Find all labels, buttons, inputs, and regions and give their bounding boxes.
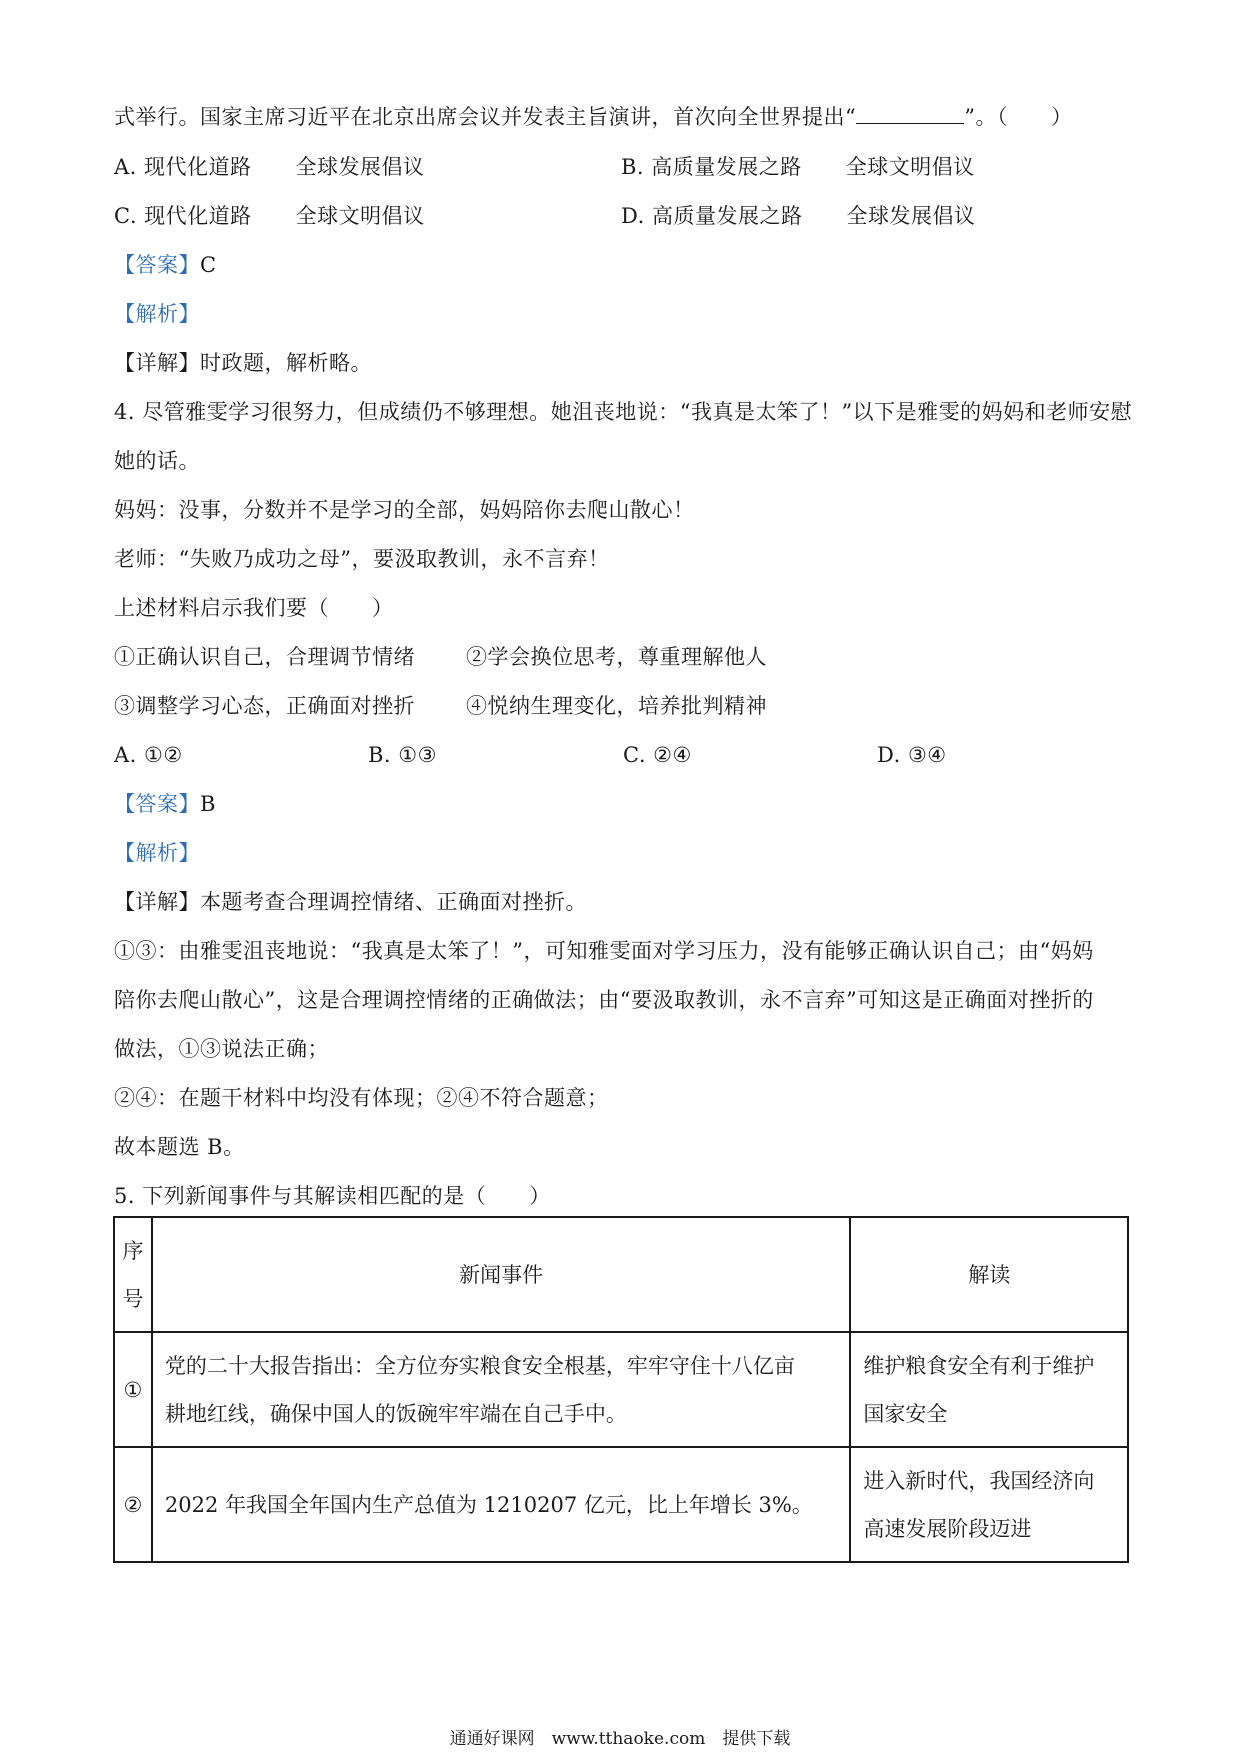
- q3-option-a: A. 现代化道路 全球发展倡议: [114, 155, 425, 179]
- row-reading: 进入新时代，我国经济向 高速发展阶段迈进: [850, 1447, 1128, 1562]
- q3-option-c: C. 现代化道路 全球文明倡议: [114, 204, 425, 228]
- detail-text: 时政题，解析略。: [200, 351, 372, 375]
- q3-stem-tail: ”。（ ）: [964, 105, 1073, 129]
- q4-item-4: ④悦纳生理变化，培养批判精神: [466, 694, 767, 718]
- row-number: ②: [114, 1447, 152, 1562]
- row-number: ①: [114, 1332, 152, 1447]
- q3-detail: [114, 348, 372, 378]
- q4-item-3: ③调整学习心态，正确面对挫折: [114, 694, 415, 718]
- page-footer: 通通好课网 www.tthaoke.com 提供下载: [449, 1729, 791, 1749]
- analysis-tag: 【解析】: [114, 841, 200, 865]
- q3-stem-text: 式举行。国家主席习近平在北京出席会议并发表主旨演讲，首次向全世界提出“: [114, 105, 857, 129]
- q4-detail: [114, 887, 587, 917]
- q4-mom-quote: 妈妈：没事，分数并不是学习的全部，妈妈陪你去爬山散心！: [114, 498, 695, 522]
- row-event: 党的二十大报告指出：全方位夯实粮食安全根基，牢牢守住十八亿亩 耕地红线，确保中国人的饭碗牢牢端在自己手中。: [152, 1332, 851, 1447]
- q4-stem-line-1: 4. 尽管雅雯学习很努力，但成绩仍不够理想。她沮丧地说：“我真是太笨了！”以下是雅雯的妈妈和老师安慰: [114, 400, 1133, 424]
- q3-option-d: D. 高质量发展之路 全球发展倡议: [621, 204, 976, 228]
- q4-option-c: C. ②④: [623, 743, 692, 767]
- q3-answer: [114, 250, 217, 280]
- q4-stem-line-2: 她的话。: [114, 449, 200, 473]
- q4-teacher-quote: 老师：“失败乃成功之母”，要汲取教训，永不言弃！: [114, 547, 610, 571]
- q4-item-2: ②学会换位思考，尊重理解他人: [466, 645, 767, 669]
- q3-stem: [114, 102, 1072, 132]
- q5-stem: 5. 下列新闻事件与其解读相匹配的是（ ）: [114, 1184, 551, 1208]
- answer-tag: 【答案】: [114, 253, 200, 277]
- detail-tag: 【详解】: [114, 890, 200, 914]
- q4-prompt: 上述材料启示我们要（ ）: [114, 596, 394, 620]
- table-header-row: [114, 1217, 1128, 1332]
- q4-option-a: A. ①②: [114, 743, 183, 767]
- answer-tag: 【答案】: [114, 792, 200, 816]
- detail-text: 本题考查合理调控情绪、正确面对挫折。: [200, 890, 587, 914]
- analysis-tag: 【解析】: [114, 302, 200, 326]
- header-reading: 解读: [850, 1217, 1128, 1332]
- answer-value: B: [200, 792, 216, 816]
- q3-option-b: B. 高质量发展之路 全球文明倡议: [621, 155, 975, 179]
- table-row: [114, 1447, 1128, 1562]
- q4-analysis: [114, 838, 200, 868]
- q3-analysis: [114, 299, 200, 329]
- row-reading: 维护粮食安全有利于维护 国家安全: [850, 1332, 1128, 1447]
- q4-answer: [114, 789, 216, 819]
- row-event: 2022 年我国全年国内生产总值为 1210207 亿元，比上年增长 3%。: [152, 1447, 851, 1562]
- q4-item-1: ①正确认识自己，合理调节情绪: [114, 645, 415, 669]
- q4-conclusion: 故本题选 B。: [114, 1135, 245, 1159]
- q4-explain-line-2: 陪你去爬山散心”，这是合理调控情绪的正确做法；由“要汲取教训，永不言弃”可知这是正确面对挫折的: [114, 988, 1094, 1012]
- table-row: [114, 1332, 1128, 1447]
- q4-option-d: D. ③④: [877, 743, 947, 767]
- answer-blank: [856, 103, 964, 124]
- header-number: 序 号: [114, 1217, 152, 1332]
- q4-explain-line-3: 做法，①③说法正确；: [114, 1037, 329, 1061]
- q4-explain-line-1: ①③：由雅雯沮丧地说：“我真是太笨了！”，可知雅雯面对学习压力，没有能够正确认识自己；由“妈妈: [114, 939, 1094, 963]
- q4-option-b: B. ①③: [368, 743, 437, 767]
- detail-tag: 【详解】: [114, 351, 200, 375]
- news-table: [113, 1216, 1129, 1563]
- header-event: 新闻事件: [152, 1217, 851, 1332]
- q4-explain-line-4: ②④：在题干材料中均没有体现；②④不符合题意；: [114, 1086, 609, 1110]
- answer-value: C: [200, 253, 217, 277]
